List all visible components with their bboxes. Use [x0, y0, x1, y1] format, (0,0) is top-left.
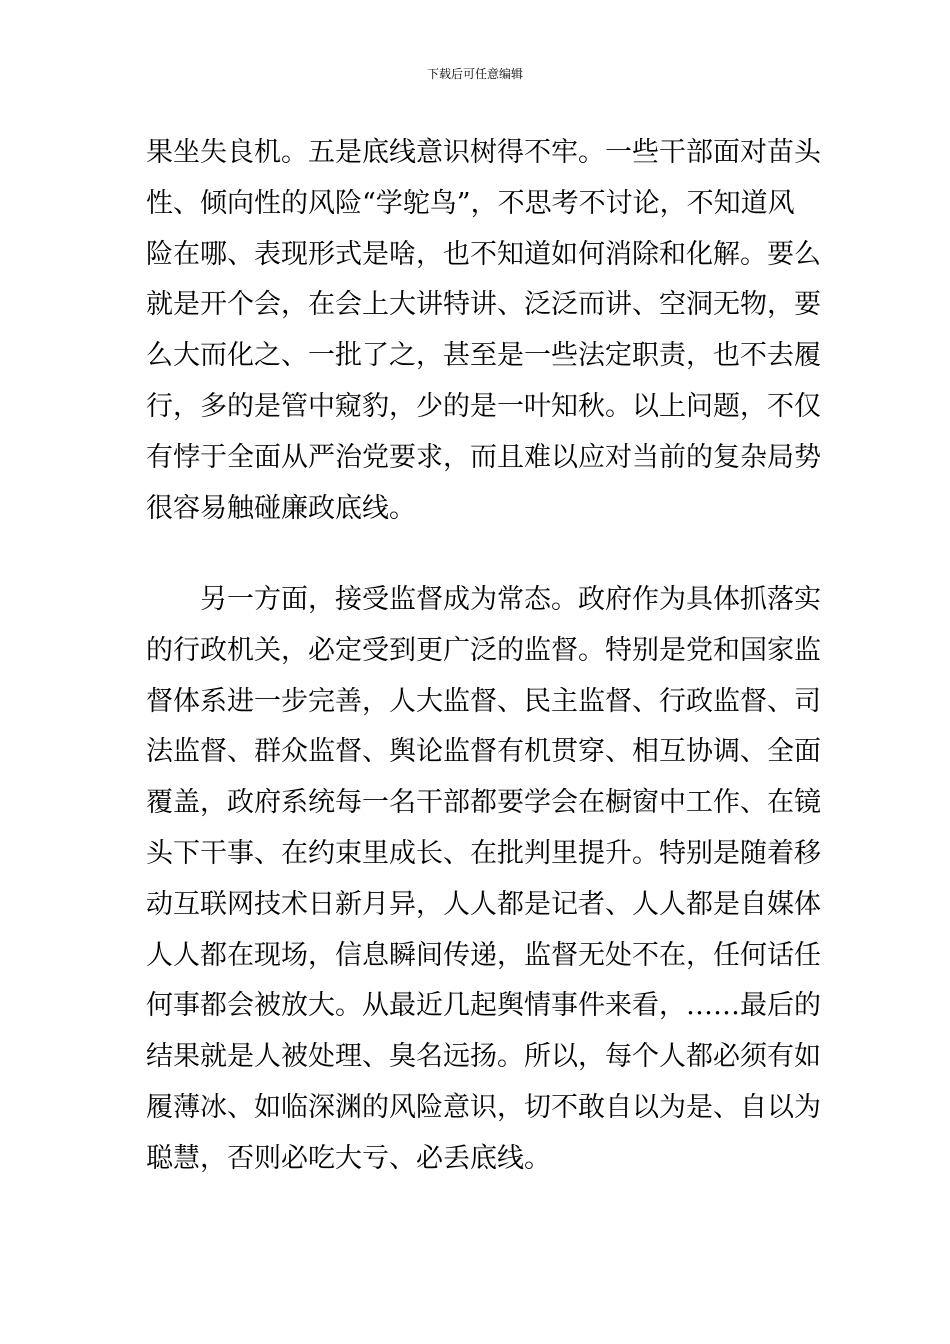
paragraph-line: 险在哪、表现形式是啥，也不知道如何消除和化解。要么 — [146, 238, 821, 270]
paragraph-line: 行，多的是管中窥豹，少的是一叶知秋。以上问题，不仅 — [146, 390, 821, 422]
paragraph-line: 人人都在现场，信息瞬间传递，监督无处不在，任何话任 — [146, 939, 821, 971]
paragraph-line: 聪慧，否则必吃大亏、必丢底线。 — [146, 1142, 551, 1174]
paragraph-line: 很容易触碰廉政底线。 — [146, 492, 416, 524]
paragraph-line: 何事都会被放大。从最近几起舆情事件来看，……最后的 — [146, 990, 821, 1022]
paragraph-line: 督体系进一步完善，人大监督、民主监督、行政监督、司 — [146, 685, 821, 717]
paragraph-line: 么大而化之、一批了之，甚至是一些法定职责，也不去履 — [146, 340, 821, 372]
paragraph-1 — [146, 128, 821, 534]
paragraph-line: 头下干事、在约束里成长、在批判里提升。特别是随着移 — [146, 837, 821, 869]
page-header: 下载后可任意编辑 — [426, 67, 523, 81]
paragraph-line: 就是开个会，在会上大讲特讲、泛泛而讲、空洞无物，要 — [146, 289, 821, 321]
paragraph-line: 有悖于全面从严治党要求，而且难以应对当前的复杂局势 — [146, 441, 821, 473]
paragraph-line: 动互联网技术日新月异，人人都是记者、人人都是自媒体 — [146, 888, 821, 920]
paragraph-2 — [146, 575, 821, 1185]
paragraph-line: 法监督、群众监督、舆论监督有机贯穿、相互协调、全面 — [146, 736, 821, 768]
paragraph-line: 覆盖，政府系统每一名干部都要学会在橱窗中工作、在镜 — [146, 787, 821, 819]
paragraph-line: 结果就是人被处理、臭名远扬。所以，每个人都必须有如 — [146, 1041, 821, 1073]
paragraph-line: 的行政机关，必定受到更广泛的监督。特别是党和国家监 — [146, 634, 821, 666]
paragraph-line: 另一方面，接受监督成为常态。政府作为具体抓落实 — [146, 584, 821, 615]
paragraph-line: 果坐失良机。五是底线意识树得不牢。一些干部面对苗头 — [146, 137, 821, 168]
paragraph-line: 性、倾向性的风险“学鸵鸟”，不思考不讨论，不知道风 — [146, 187, 795, 219]
paragraph-line: 履薄冰、如临深渊的风险意识，切不敢自以为是、自以为 — [146, 1091, 821, 1123]
